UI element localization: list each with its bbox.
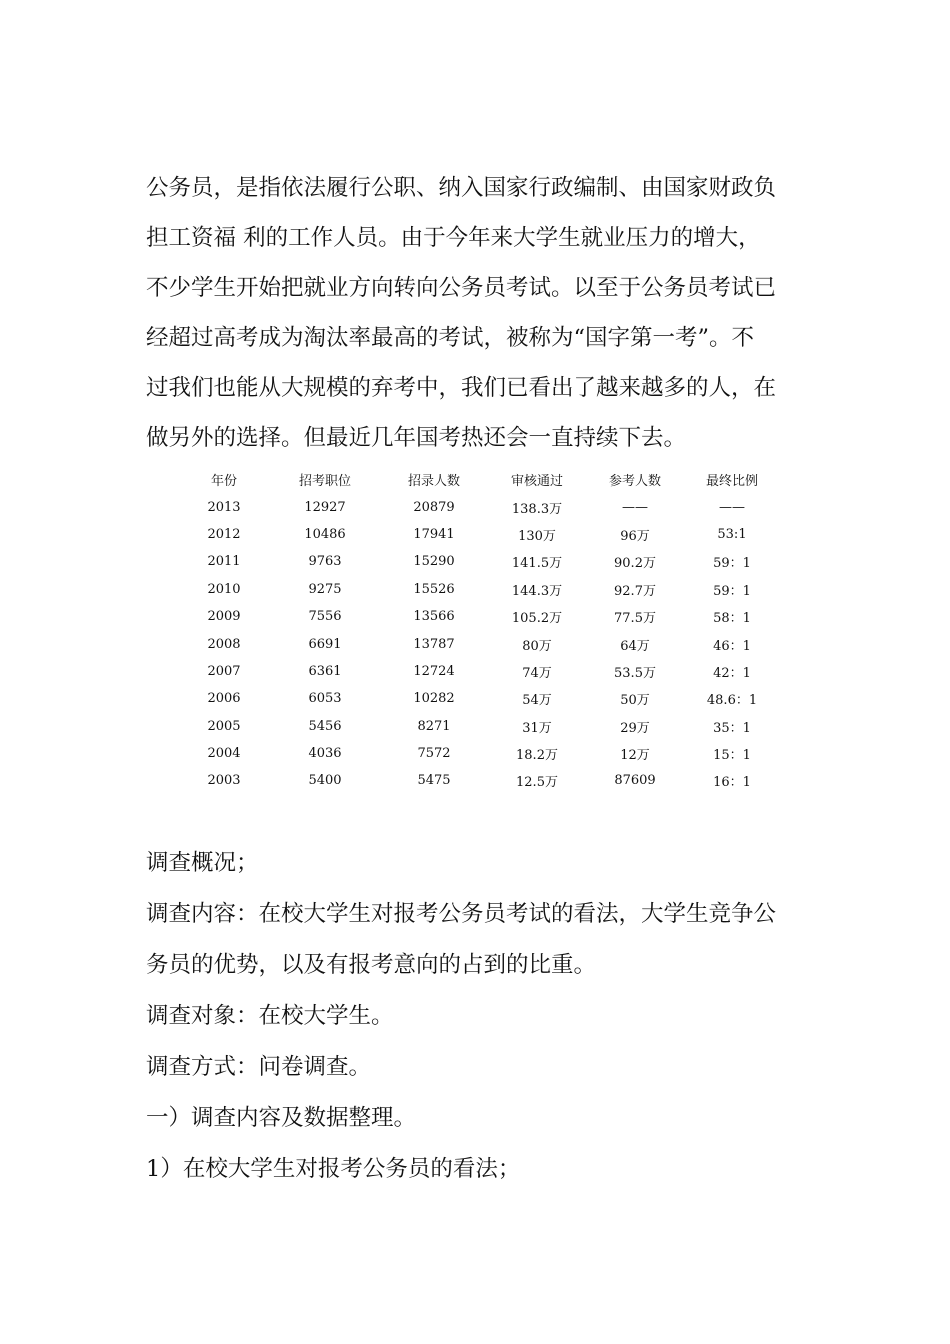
header-recruits: 招录人数 — [407, 474, 460, 490]
cell-ratio: 42：1 — [713, 665, 751, 681]
table-row — [178, 658, 780, 685]
cell-approved: 80万 — [522, 638, 552, 654]
cell-year: 2011 — [207, 554, 241, 570]
cell-approved: 138.3万 — [511, 501, 563, 517]
header-year: 年份 — [210, 474, 237, 490]
cell-year: 2009 — [207, 609, 241, 625]
exam-statistics-table — [178, 466, 780, 795]
cell-recruits: 5475 — [417, 773, 451, 789]
cell-positions: 5456 — [308, 718, 342, 734]
section-heading: 一）调查内容及数据整理。 — [146, 1105, 417, 1131]
cell-examinees: 92.7万 — [614, 583, 656, 599]
intro-line: 做另外的选择。但最近几年国考热还会一直持续下去。 — [146, 425, 687, 451]
cell-recruits: 8271 — [417, 718, 451, 734]
cell-ratio: 15：1 — [713, 748, 751, 764]
cell-positions: 12927 — [304, 499, 346, 515]
cell-recruits: 15526 — [413, 581, 455, 597]
survey-overview-heading: 调查概况； — [146, 850, 259, 876]
table-row — [178, 685, 780, 712]
cell-recruits: 20879 — [413, 499, 455, 515]
cell-year: 2007 — [207, 663, 241, 679]
cell-approved: 130万 — [518, 528, 556, 544]
cell-ratio: 59：1 — [713, 556, 751, 572]
cell-approved: 144.3万 — [511, 583, 563, 599]
cell-positions: 6691 — [308, 636, 342, 652]
cell-recruits: 7572 — [417, 746, 451, 762]
list-item: 1）在校大学生对报考公务员的看法； — [146, 1156, 521, 1182]
header-ratio: 最终比例 — [705, 474, 758, 490]
header-approved: 审核通过 — [510, 474, 563, 490]
cell-year: 2004 — [207, 746, 241, 762]
cell-examinees: 50万 — [620, 693, 650, 709]
cell-approved: 12.5万 — [516, 775, 558, 791]
cell-positions: 10486 — [304, 526, 346, 542]
intro-line: 过我们也能从大规模的弃考中，我们已看出了越来越多的人，在 — [146, 375, 777, 401]
cell-examinees: 90.2万 — [614, 556, 656, 572]
cell-recruits: 13566 — [413, 609, 455, 625]
cell-recruits: 15290 — [413, 554, 455, 570]
cell-positions: 9763 — [308, 554, 342, 570]
cell-positions: 4036 — [308, 746, 342, 762]
header-examinees: 参考人数 — [608, 474, 661, 490]
cell-year: 2010 — [207, 581, 241, 597]
cell-year: 2012 — [207, 526, 241, 542]
cell-approved: 74万 — [522, 665, 552, 681]
cell-examinees: 96万 — [620, 528, 650, 544]
cell-recruits: 13787 — [413, 636, 455, 652]
survey-content-line: 调查内容：在校大学生对报考公务员考试的看法，大学生竞争公 — [146, 901, 777, 927]
cell-approved: 31万 — [522, 720, 552, 736]
cell-examinees: 87609 — [614, 773, 656, 789]
cell-positions: 6053 — [308, 691, 342, 707]
table-row — [178, 493, 780, 520]
cell-examinees: —— — [622, 499, 648, 515]
cell-examinees: 29万 — [620, 720, 650, 736]
cell-year: 2008 — [207, 636, 241, 652]
cell-recruits: 17941 — [413, 526, 455, 542]
survey-target: 调查对象：在校大学生。 — [146, 1003, 394, 1029]
cell-positions: 6361 — [308, 663, 342, 679]
cell-year: 2006 — [207, 691, 241, 707]
cell-examinees: 12万 — [620, 748, 650, 764]
intro-line: 公务员，是指依法履行公职、纳入国家行政编制、由国家财政负 — [146, 175, 777, 201]
table-body — [178, 493, 780, 794]
cell-positions: 5400 — [308, 773, 342, 789]
cell-approved: 105.2万 — [511, 611, 563, 627]
cell-positions: 7556 — [308, 609, 342, 625]
cell-year: 2003 — [207, 773, 241, 789]
intro-line: 担工资福 利的工作人员。由于今年来大学生就业压力的增大， — [146, 225, 761, 251]
table-row — [178, 521, 780, 548]
survey-method: 调查方式：问卷调查。 — [146, 1054, 372, 1080]
survey-section — [146, 838, 816, 1195]
cell-ratio: 53:1 — [717, 526, 747, 542]
cell-ratio: 58：1 — [713, 611, 751, 627]
intro-paragraph — [146, 163, 810, 463]
cell-ratio: 35：1 — [713, 720, 751, 736]
cell-approved: 54万 — [522, 693, 552, 709]
table-row — [178, 713, 780, 740]
table-row — [178, 767, 780, 794]
cell-examinees: 77.5万 — [614, 611, 656, 627]
cell-examinees: 53.5万 — [614, 665, 656, 681]
cell-ratio: —— — [719, 499, 745, 515]
cell-year: 2013 — [207, 499, 241, 515]
cell-approved: 141.5万 — [511, 556, 563, 572]
cell-ratio: 46：1 — [713, 638, 751, 654]
table-header-row — [178, 466, 780, 493]
header-positions: 招考职位 — [298, 474, 351, 490]
intro-line: 经超过高考成为淘汰率最高的考试，被称为“国字第一考”。不 — [146, 325, 755, 351]
table-row — [178, 630, 780, 657]
intro-line: 不少学生开始把就业方向转向公务员考试。以至于公务员考试已 — [146, 275, 777, 301]
table-row — [178, 603, 780, 630]
cell-recruits: 10282 — [413, 691, 455, 707]
cell-ratio: 48.6：1 — [706, 693, 758, 709]
cell-year: 2005 — [207, 718, 241, 734]
table-row — [178, 548, 780, 575]
cell-positions: 9275 — [308, 581, 342, 597]
table-row — [178, 576, 780, 603]
cell-recruits: 12724 — [413, 663, 455, 679]
cell-ratio: 16：1 — [713, 775, 751, 791]
cell-ratio: 59：1 — [713, 583, 751, 599]
table-row — [178, 740, 780, 767]
cell-approved: 18.2万 — [516, 748, 558, 764]
survey-content-line: 务员的优势，以及有报考意向的占到的比重。 — [146, 952, 597, 978]
cell-examinees: 64万 — [620, 638, 650, 654]
